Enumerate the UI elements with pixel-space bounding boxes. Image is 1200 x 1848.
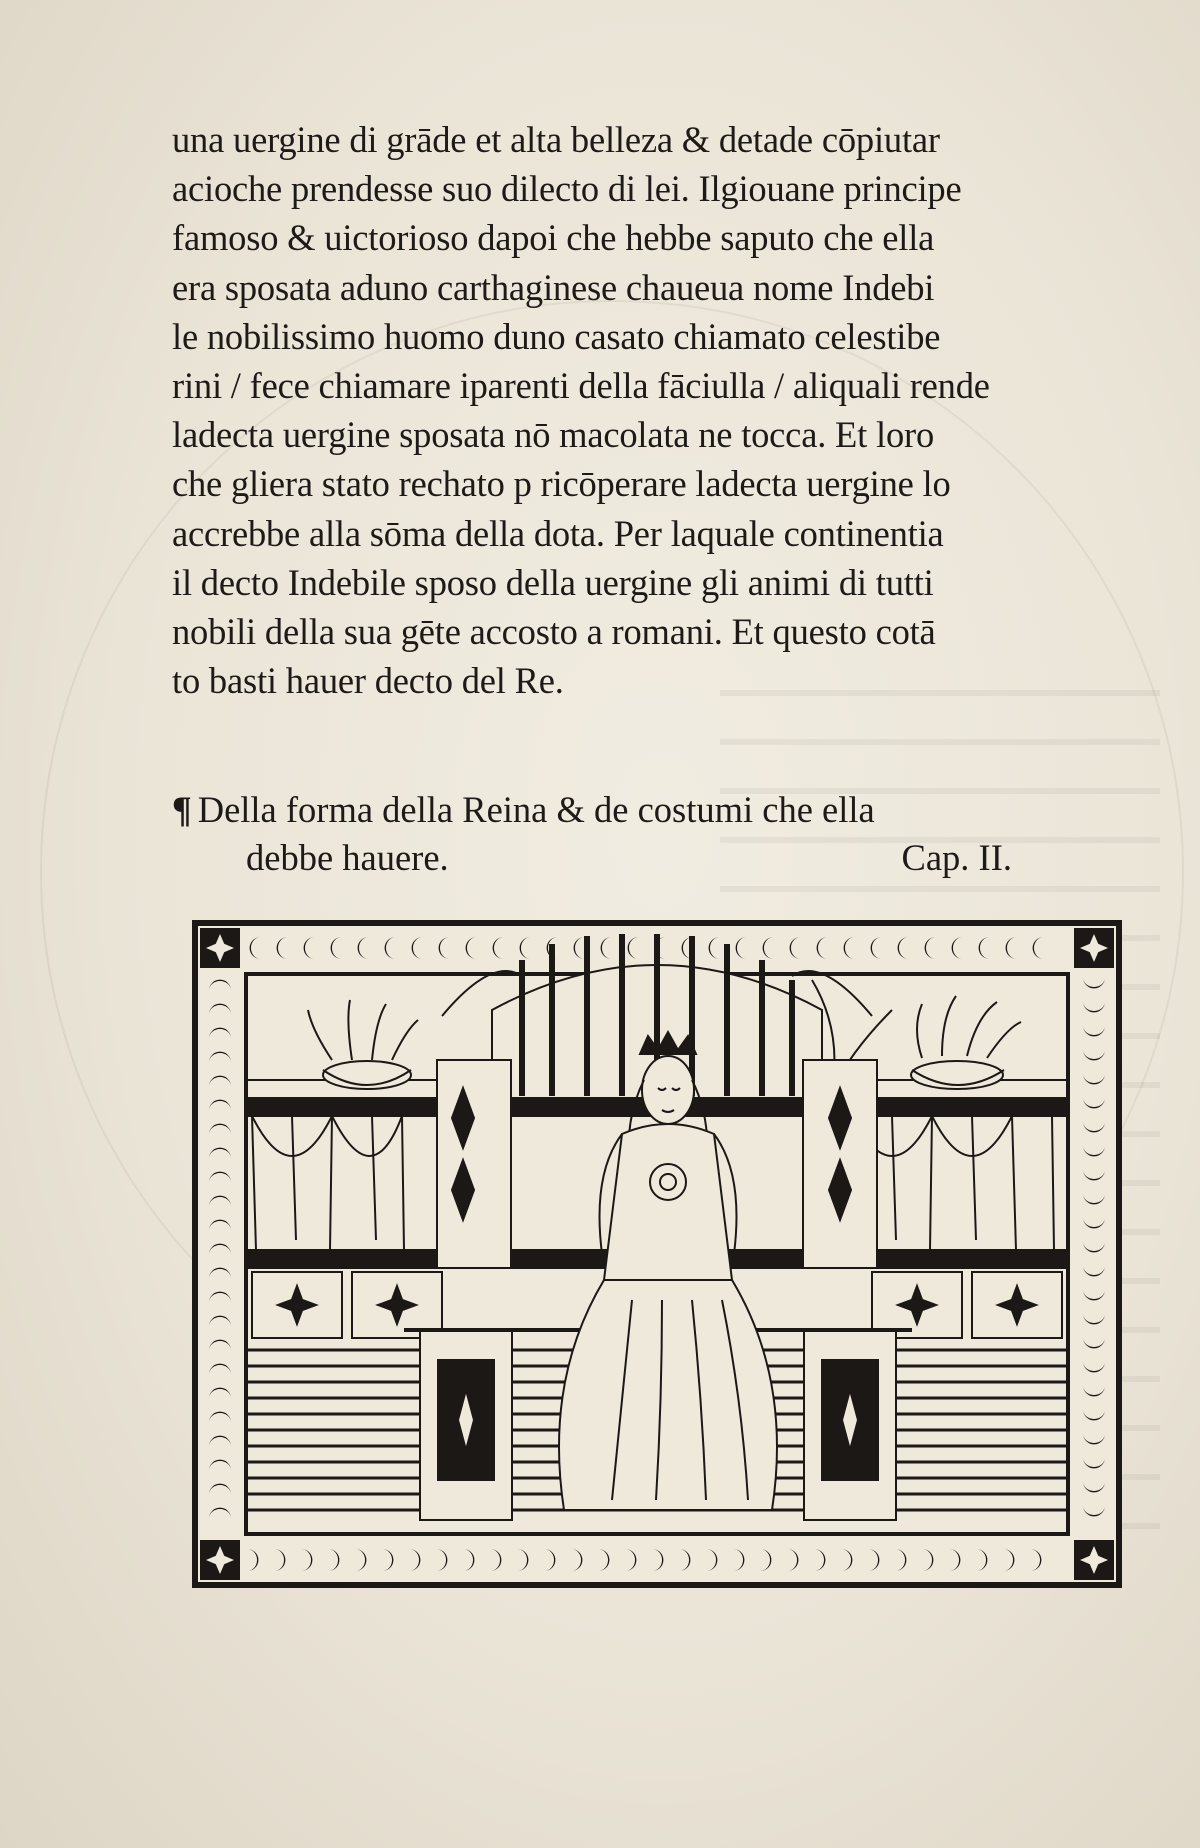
crown-icon [640,1032,696,1054]
pilcrow-icon: ¶ [172,789,192,830]
chapter-label: Cap. II. [901,837,1012,878]
text-line: il decto Indebile sposo della uergine gli animi di tutti [172,561,934,603]
woodcut-svg [192,920,1122,1588]
text-line: to basti hauer decto del Re. [172,660,564,702]
text-line: le nobilissimo huomo duno casato chiamato celestibe [172,315,941,357]
chapter-title-text-1: Della forma della Reina & de costumi che ella [197,789,875,830]
text-line: nobili della sua gēte accosto a romani. Et questo cotā [172,610,936,652]
woodcut-illustration [192,920,1122,1588]
body-text [172,115,1092,705]
chapter-title-text-2: debbe hauere. [246,837,449,878]
text-line: era sposata aduno carthaginese chaueua nome Indebi [172,266,935,308]
text-line: rini / fece chiamare iparenti della fāciulla / aliquali rende [172,364,990,406]
text-line: ladecta uergine sposata nō macolata ne tocca. Et loro [172,414,934,456]
chapter-title-line-2 [172,834,1032,882]
chapter-heading [172,786,1032,882]
text-line: famoso & uictorioso dapoi che hebbe saputo che ella [172,217,935,259]
text-line: che gliera stato rechato p ricōperare ladecta uergine lo [172,463,951,505]
text-line: una uergine di grāde et alta belleza & detade cōpiutar [172,119,940,160]
text-line: acioche prendesse suo dilecto di lei. Ilgiouane principe [172,168,962,210]
text-line: accrebbe alla sōma della dota. Per laquale continentia [172,512,944,554]
chapter-title-line-1 [172,786,1032,834]
